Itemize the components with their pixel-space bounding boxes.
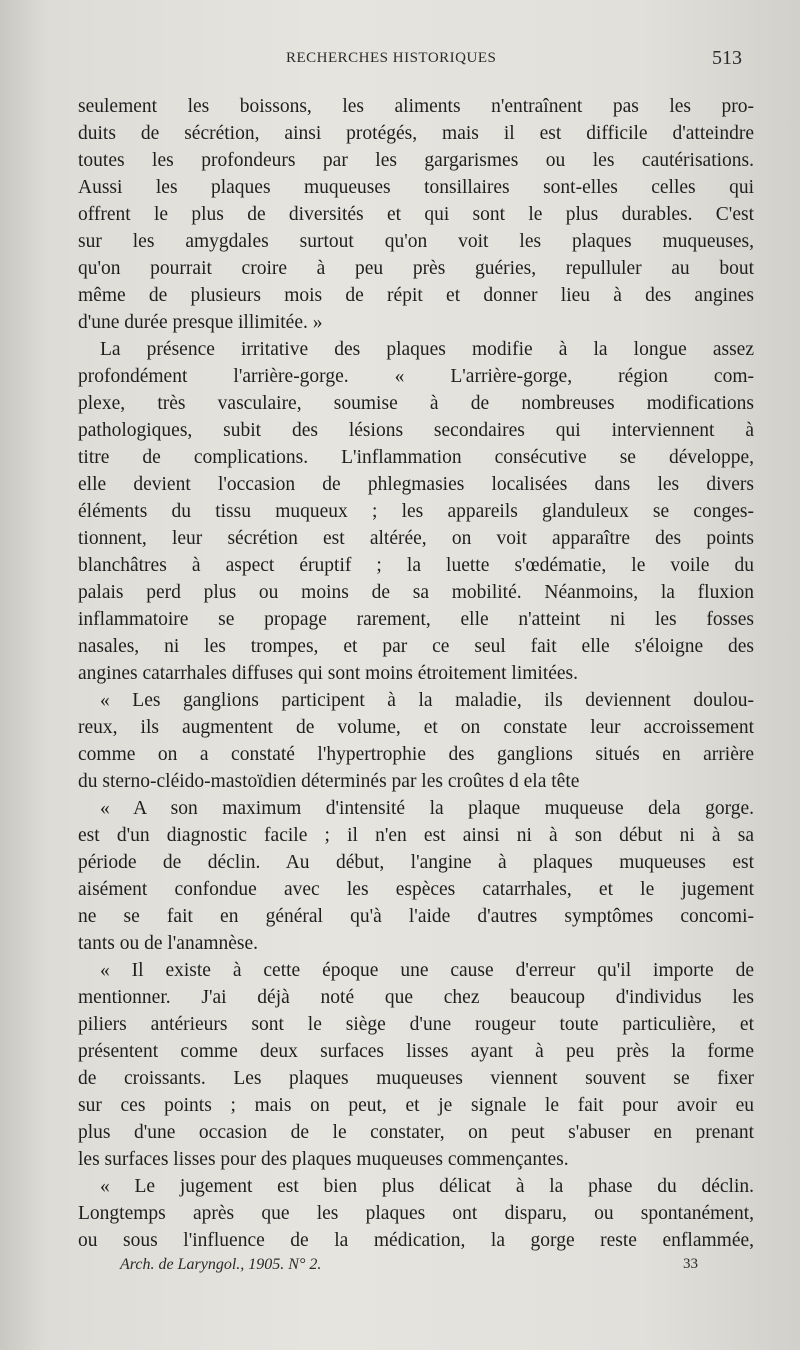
text-line: d'une durée presque illimitée. » <box>78 312 323 333</box>
text-line: titre de complications. L'inflammation consécutive se développe, <box>78 447 754 468</box>
text-line: de croissants. Les plaques muqueuses viennent souvent se fixer <box>78 1068 754 1089</box>
text-line: sur ces points ; mais on peut, et je signale le fait pour avoir eu <box>78 1095 754 1116</box>
text-line: sur les amygdales surtout qu'on voit les plaques muqueuses, <box>78 231 754 252</box>
text-line: éléments du tissu muqueux ; les appareils glanduleux se conges- <box>78 501 754 522</box>
text-line: « Le jugement est bien plus délicat à la phase du déclin. <box>100 1176 754 1197</box>
text-line: tionnent, leur sécrétion est altérée, on voit apparaître des points <box>78 528 754 549</box>
text-line: angines catarrhales diffuses qui sont moins étroitement limitées. <box>78 663 579 684</box>
text-line: ou sous l'influence de la médication, la gorge reste enflammée, <box>78 1230 754 1251</box>
text-line: ne se fait en général qu'à l'aide d'autres symptômes concomi- <box>78 906 754 927</box>
text-line: tants ou de l'anamnèse. <box>78 933 259 954</box>
text-line: Aussi les plaques muqueuses tonsillaires sont-elles celles qui <box>78 177 754 198</box>
text-line: Longtemps après que les plaques ont disparu, ou spontanément, <box>78 1203 754 1224</box>
running-title: RECHERCHES HISTORIQUES <box>286 50 497 66</box>
text-line: présentent comme deux surfaces lisses ayant à peu près la forme <box>78 1041 754 1062</box>
text-line: comme on a constaté l'hypertrophie des ganglions situés en arrière <box>78 744 754 765</box>
footer-source: Arch. de Laryngol., 1905. N° 2. <box>120 1256 322 1273</box>
text-line: duits de sécrétion, ainsi protégés, mais il est difficile d'atteindre <box>78 123 754 144</box>
text-line: plus d'une occasion de le constater, on peut s'abuser en prenant <box>78 1122 754 1143</box>
text-line: les surfaces lisses pour des plaques muqueuses commençantes. <box>78 1149 569 1170</box>
text-line: pathologiques, subit des lésions secondaires qui interviennent à <box>78 420 754 441</box>
text-line: période de déclin. Au début, l'angine à plaques muqueuses est <box>78 852 754 873</box>
text-line: aisément confondue avec les espèces catarrhales, et le jugement <box>78 879 754 900</box>
page-number: 513 <box>712 47 742 69</box>
text-line: blanchâtres à aspect éruptif ; la luette s'œdématie, le voile du <box>78 555 754 576</box>
text-line: inflammatoire se propage rarement, elle n'atteint ni les fosses <box>78 609 754 630</box>
footer-signature: 33 <box>683 1256 698 1272</box>
text-line: elle devient l'occasion de phlegmasies localisées dans les divers <box>78 474 754 495</box>
text-line: mentionner. J'ai déjà noté que chez beaucoup d'individus les <box>78 987 754 1008</box>
text-line: « Il existe à cette époque une cause d'erreur qu'il importe de <box>100 960 754 981</box>
text-line: est d'un diagnostic facile ; il n'en est ainsi ni à son début ni à sa <box>78 825 754 846</box>
text-line: La présence irritative des plaques modifie à la longue assez <box>100 339 754 360</box>
text-line: palais perd plus ou moins de sa mobilité. Néanmoins, la fluxion <box>78 582 754 603</box>
text-line: qu'on pourrait croire à peu près guéries, repulluler au bout <box>78 258 754 279</box>
text-line: « Les ganglions participent à la maladie, ils deviennent doulou- <box>100 690 754 711</box>
body-text <box>78 93 754 1254</box>
text-line: reux, ils augmentent de volume, et on constate leur accroissement <box>78 717 754 738</box>
text-line: même de plusieurs mois de répit et donner lieu à des angines <box>78 285 754 306</box>
text-line: toutes les profondeurs par les gargarismes ou les cautérisations. <box>78 150 754 171</box>
text-line: du sterno-cléido-mastoïdien déterminés par les croûtes d ela tête <box>78 771 580 792</box>
text-line: nasales, ni les trompes, et par ce seul fait elle s'éloigne des <box>78 636 754 657</box>
text-line: offrent le plus de diversités et qui sont le plus durables. C'est <box>78 204 754 225</box>
text-line: profondément l'arrière-gorge. « L'arrière-gorge, région com- <box>78 366 754 387</box>
text-line: « A son maximum d'intensité la plaque muqueuse dela gorge. <box>100 798 754 819</box>
text-line: piliers antérieurs sont le siège d'une rougeur toute particulière, et <box>78 1014 754 1035</box>
text-line: plexe, très vasculaire, soumise à de nombreuses modifications <box>78 393 754 414</box>
text-line: seulement les boissons, les aliments n'entraînent pas les pro- <box>78 96 754 117</box>
